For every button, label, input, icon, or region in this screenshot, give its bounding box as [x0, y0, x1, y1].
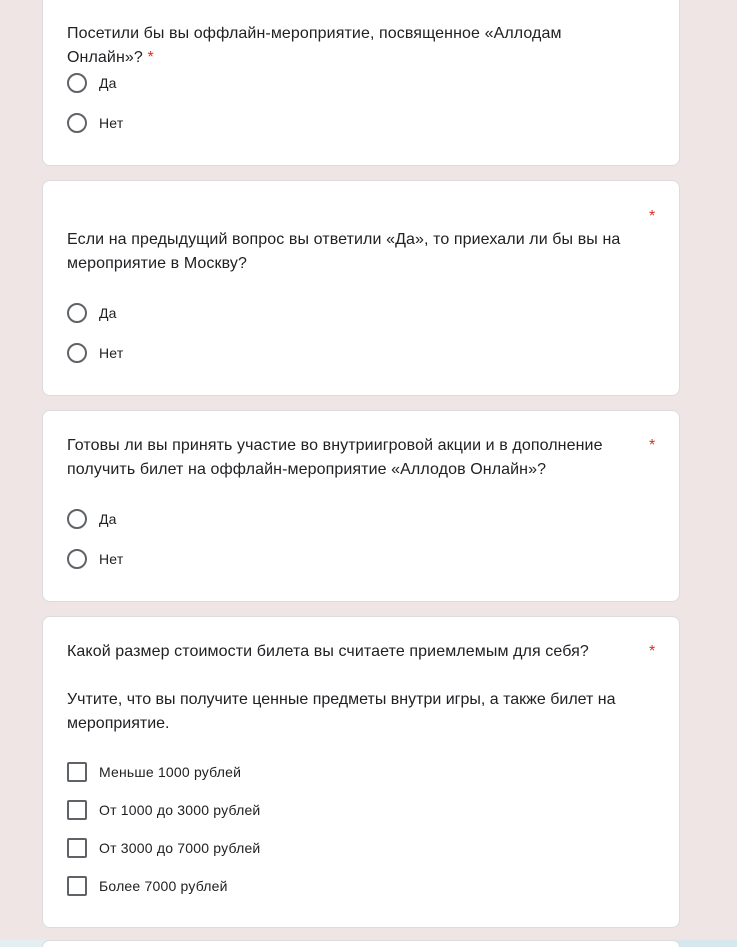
checkbox[interactable] [67, 762, 87, 782]
checkbox-option-under-1000[interactable] [67, 760, 241, 784]
checkbox-option-3000-7000[interactable] [67, 836, 260, 860]
radio-option-yes[interactable] [67, 301, 117, 325]
option-label: От 1000 до 3000 рублей [99, 802, 261, 818]
checkbox-option-1000-3000[interactable] [67, 798, 260, 822]
question-description: Учтите, что вы получите ценные предметы внутри игры, а также билет на мероприятие. [67, 691, 616, 732]
required-marker: * [649, 208, 656, 225]
radio-option-no[interactable] [67, 547, 123, 571]
radio-button[interactable] [67, 73, 87, 93]
checkbox[interactable] [67, 800, 87, 820]
radio-button[interactable] [67, 303, 87, 323]
option-label: Да [99, 75, 117, 91]
question-card-ticket-price [42, 616, 680, 928]
question-title: Если на предыдущий вопрос вы ответили «Да», то приехали ли бы вы на мероприятие в Москву? [67, 231, 621, 272]
next-question-card-edge [42, 940, 680, 947]
radio-button[interactable] [67, 549, 87, 569]
radio-button[interactable] [67, 113, 87, 133]
option-label: Нет [99, 115, 124, 131]
option-label: Да [99, 305, 117, 321]
question-title: Готовы ли вы принять участие во внутриигровой акции и в дополнение получить билет на оффлайн-мероприятие «Аллодов Онлайн»? [67, 437, 603, 478]
option-label: Да [99, 511, 117, 527]
checkbox[interactable] [67, 876, 87, 896]
question-card-ingame-promo [42, 410, 680, 602]
option-label: Более 7000 рублей [99, 878, 228, 894]
radio-option-no[interactable] [67, 111, 123, 135]
radio-option-no[interactable] [67, 341, 123, 365]
checkbox[interactable] [67, 838, 87, 858]
radio-button[interactable] [67, 343, 87, 363]
required-marker: * [147, 49, 154, 66]
question-title: Посетили бы вы оффлайн-мероприятие, посвященное «Аллодам Онлайн»? * [67, 25, 562, 66]
radio-button[interactable] [67, 509, 87, 529]
question-card-offline-event [42, 0, 680, 166]
option-label: От 3000 до 7000 рублей [99, 840, 261, 856]
radio-option-yes[interactable] [67, 71, 117, 95]
radio-option-yes[interactable] [67, 507, 117, 531]
question-card-moscow-trip [42, 180, 680, 396]
required-marker: * [649, 643, 656, 660]
question-title: Какой размер стоимости билета вы считаете приемлемым для себя? [67, 643, 589, 660]
required-marker: * [649, 437, 656, 454]
checkbox-option-over-7000[interactable] [67, 874, 228, 898]
option-label: Нет [99, 345, 124, 361]
option-label: Нет [99, 551, 124, 567]
option-label: Меньше 1000 рублей [99, 764, 242, 780]
